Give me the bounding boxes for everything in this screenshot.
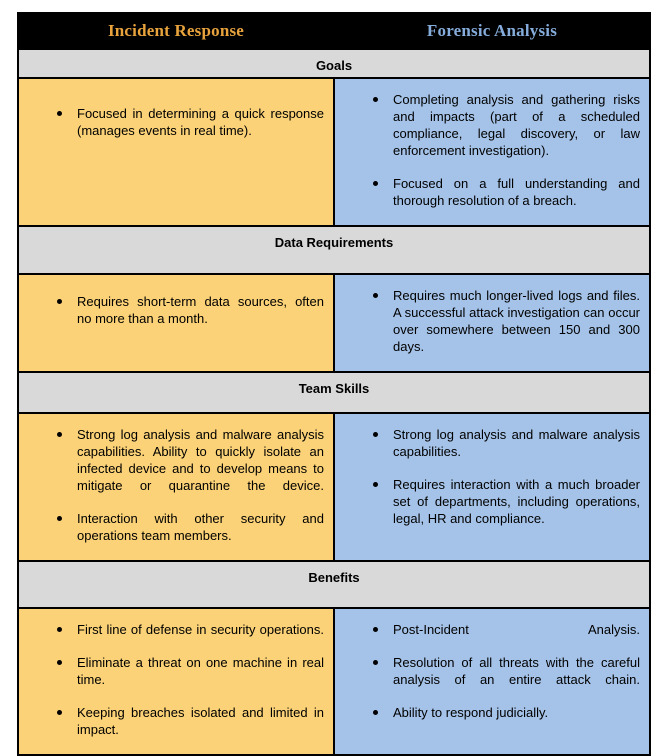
bullet-item: [335, 654, 640, 688]
bullet-item: [335, 175, 640, 209]
section-header-row-data-requirements: [18, 226, 650, 274]
bullet-item: [19, 654, 324, 688]
bullet-list: [335, 275, 649, 355]
column-header-forensic-analysis: Forensic Analysis: [334, 13, 650, 49]
bullet-text: Interaction with other security and operations team members.: [77, 511, 324, 543]
bullet-item: [335, 91, 640, 159]
bullet-item: [335, 704, 640, 721]
bullet-text: Strong log analysis and malware analysis capabilities.: [393, 427, 640, 459]
section-title-goals: Goals: [18, 49, 650, 78]
bullet-item: [19, 105, 324, 139]
bullet-item: [19, 426, 324, 494]
cell-benefits-incident-response: [18, 608, 334, 755]
bullet-text: Keeping breaches isolated and limited in impact.: [77, 705, 324, 737]
bullet-text: Requires short-term data sources, often no more than a month.: [77, 294, 324, 326]
bullet-text: Completing analysis and gathering risks and impacts (part of a scheduled compliance, legal discovery, or law enforcement investigation).: [393, 92, 640, 158]
bullet-list: [19, 414, 333, 544]
bullet-icon: [57, 660, 62, 665]
bullet-list: [19, 275, 333, 327]
bullet-icon: [57, 710, 62, 715]
bullet-text: Focused on a full understanding and thorough resolution of a breach.: [393, 176, 640, 208]
bullet-item: [19, 621, 324, 638]
comparison-table: [17, 12, 651, 756]
content-row-data-requirements: [18, 274, 650, 372]
section-header-row-goals: [18, 49, 650, 78]
content-row-benefits: [18, 608, 650, 755]
bullet-list: [335, 414, 649, 527]
bullet-item: [19, 293, 324, 327]
column-header-incident-response: Incident Response: [18, 13, 334, 49]
bullet-list: [19, 79, 333, 139]
bullet-item: [19, 510, 324, 544]
content-row-team-skills: [18, 413, 650, 561]
bullet-icon: [57, 111, 62, 116]
cell-team-skills-incident-response: [18, 413, 334, 561]
bullet-icon: [373, 432, 378, 437]
section-title-team-skills: Team Skills: [18, 372, 650, 413]
bullet-item: [335, 621, 640, 638]
bullet-list: [19, 609, 333, 738]
bullet-item: [19, 704, 324, 738]
cell-team-skills-forensic-analysis: [334, 413, 650, 561]
bullet-item: [335, 426, 640, 460]
bullet-icon: [373, 660, 378, 665]
bullet-text: Requires much longer-lived logs and files. A successful attack investigation can occur over somewhere between 150 and 300 days.: [393, 288, 640, 354]
section-header-row-benefits: [18, 561, 650, 608]
bullet-icon: [57, 432, 62, 437]
bullet-icon: [373, 293, 378, 298]
cell-data-requirements-incident-response: [18, 274, 334, 372]
bullet-list: [335, 609, 649, 721]
bullet-text: Eliminate a threat on one machine in real time.: [77, 655, 324, 687]
bullet-item: [335, 287, 640, 355]
bullet-icon: [373, 710, 378, 715]
title-row: [18, 13, 650, 49]
bullet-icon: [57, 516, 62, 521]
bullet-text: Requires interaction with a much broader set of departments, including operations, legal, HR and compliance.: [393, 477, 640, 526]
bullet-item: [335, 476, 640, 527]
content-row-goals: [18, 78, 650, 226]
section-title-benefits: Benefits: [18, 561, 650, 608]
cell-data-requirements-forensic-analysis: [334, 274, 650, 372]
bullet-text: Post-Incident Analysis.: [393, 622, 640, 637]
bullet-icon: [373, 97, 378, 102]
bullet-text: Strong log analysis and malware analysis capabilities. Ability to quickly isolate an infected device and to develop means to mitigate or quarantine the device.: [77, 427, 324, 493]
cell-goals-incident-response: [18, 78, 334, 226]
section-header-row-team-skills: [18, 372, 650, 413]
bullet-icon: [373, 181, 378, 186]
cell-goals-forensic-analysis: [334, 78, 650, 226]
section-title-data-requirements: Data Requirements: [18, 226, 650, 274]
bullet-text: Focused in determining a quick response (manages events in real time).: [77, 106, 324, 138]
bullet-icon: [57, 627, 62, 632]
bullet-text: Ability to respond judicially.: [393, 705, 549, 720]
bullet-list: [335, 79, 649, 209]
bullet-icon: [373, 482, 378, 487]
bullet-icon: [373, 627, 378, 632]
bullet-icon: [57, 299, 62, 304]
bullet-text: Resolution of all threats with the careful analysis of an entire attack chain.: [393, 655, 640, 687]
cell-benefits-forensic-analysis: [334, 608, 650, 755]
bullet-text: First line of defense in security operations.: [77, 622, 324, 637]
